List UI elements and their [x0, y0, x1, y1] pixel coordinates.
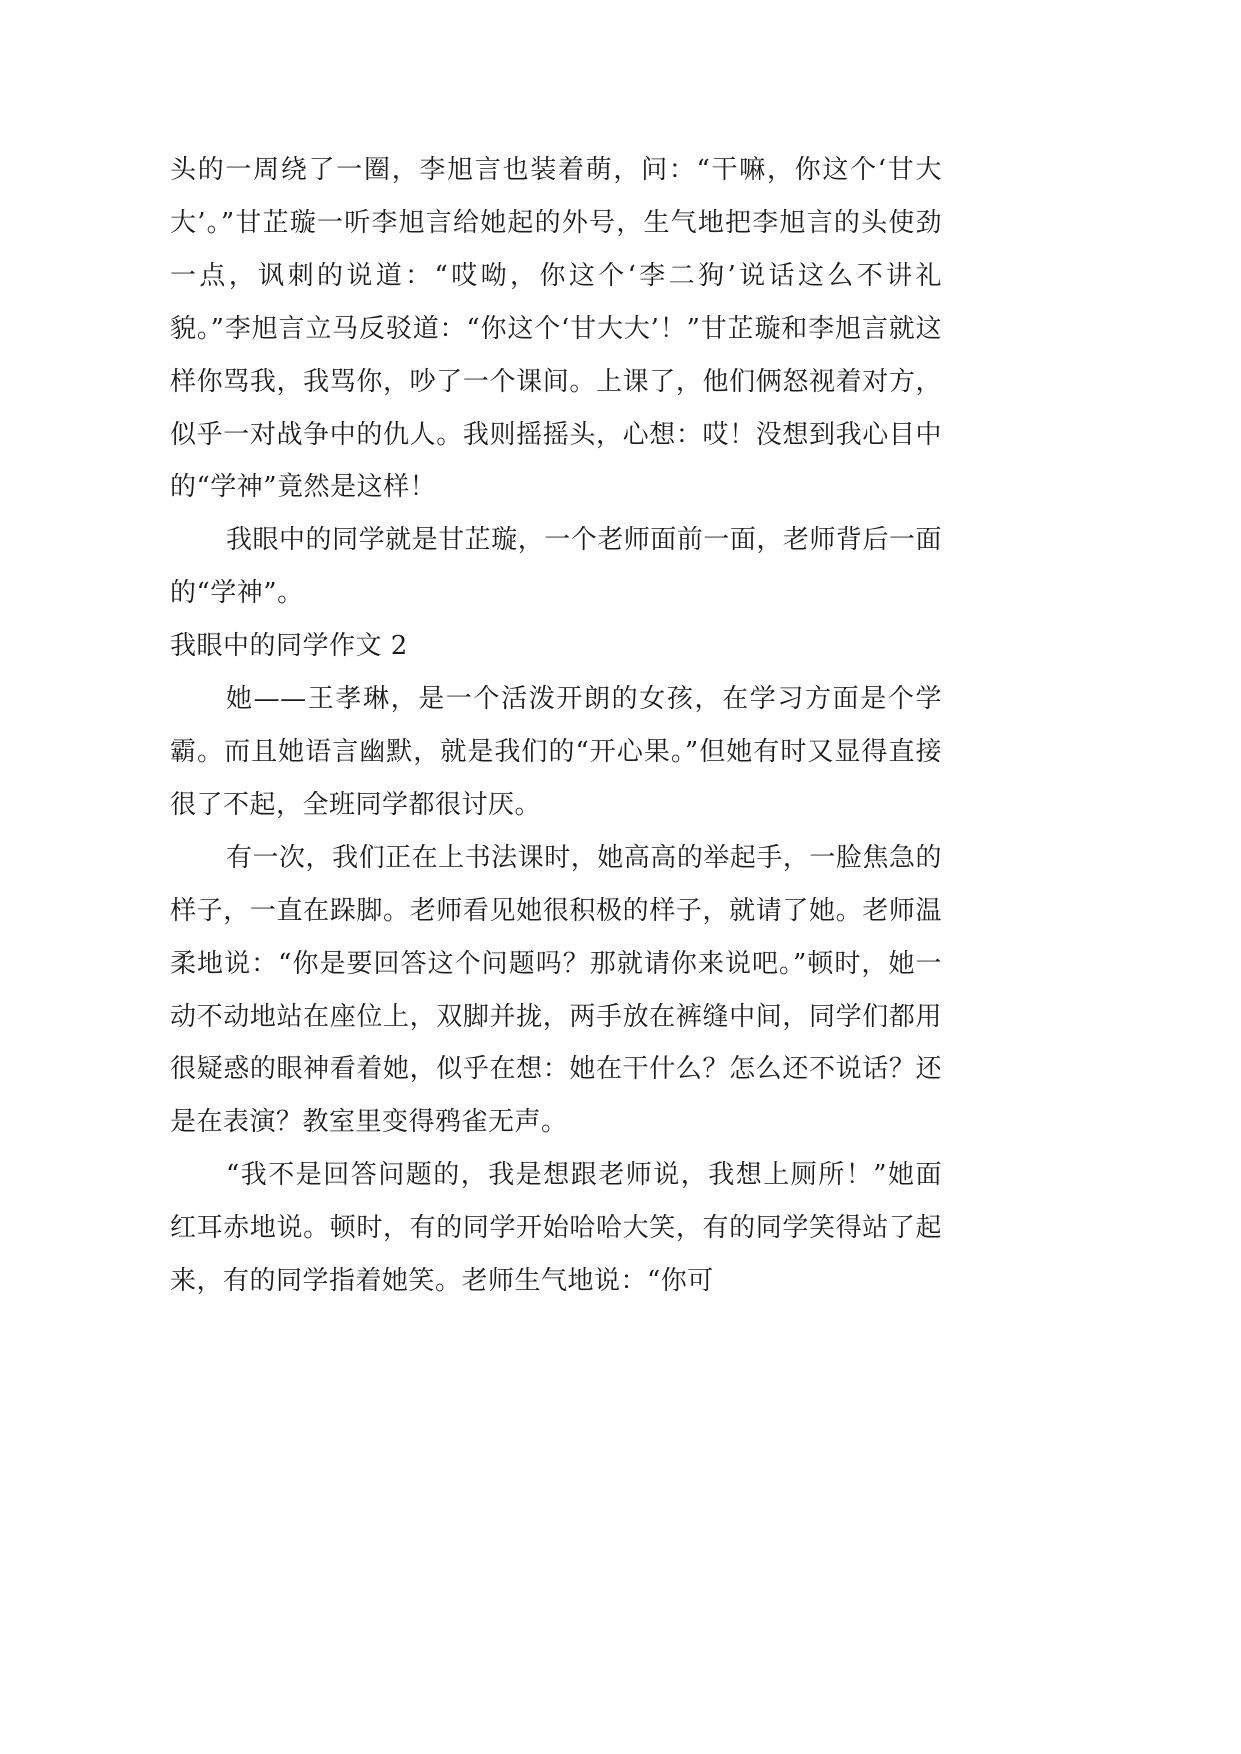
paragraph-continuation: 头的一周绕了一圈，李旭言也装着萌，问：“干嘛，你这个‘甘大大’。”甘芷璇一听李旭言给她起的外号，生气地把李旭言的头使劲一点，讽刺的说道：“哎呦，你这个‘李二狗’说话这么不讲礼貌。”李旭言立马反驳道：“你这个‘甘大大’！”甘芷璇和李旭言就这样你骂我，我骂你，吵了一个课间。上课了，他们俩怒视着对方，似乎一对战争中的仇人。我则摇摇头，心想：哎！没想到我心目中的“学神”竟然是这样！	[170, 155, 942, 503]
essay-2-paragraph-3: “我不是回答问题的，我是想跟老师说，我想上厕所！”她面红耳赤地说。顿时，有的同学开始哈哈大笑，有的同学笑得站了起来，有的同学指着她笑。老师生气地说：“你可	[170, 1160, 942, 1297]
document-body	[170, 144, 942, 1308]
paragraph-conclusion: 我眼中的同学就是甘芷璇，一个老师面前一面，老师背后一面的“学神”。	[170, 525, 942, 609]
essay-2-title: 我眼中的同学作文 2	[170, 631, 408, 662]
essay-2-paragraph-2: 有一次，我们正在上书法课时，她高高的举起手，一脸焦急的样子，一直在跺脚。老师看见她很积极的样子，就请了她。老师温柔地说：“你是要回答这个问题吗？那就请你来说吧。”顿时，她一动不动地站在座位上，双脚并拢，两手放在裤缝中间，同学们都用很疑惑的眼神看着她，似乎在想：她在干什么？怎么还不说话？还是在表演？教室里变得鸦雀无声。	[170, 842, 942, 1138]
essay-2-paragraph-1: 她——王孝琳，是一个活泼开朗的女孩，在学习方面是个学霸。而且她语言幽默，就是我们的“开心果。”但她有时又显得直接很了不起，全班同学都很讨厌。	[170, 684, 942, 820]
